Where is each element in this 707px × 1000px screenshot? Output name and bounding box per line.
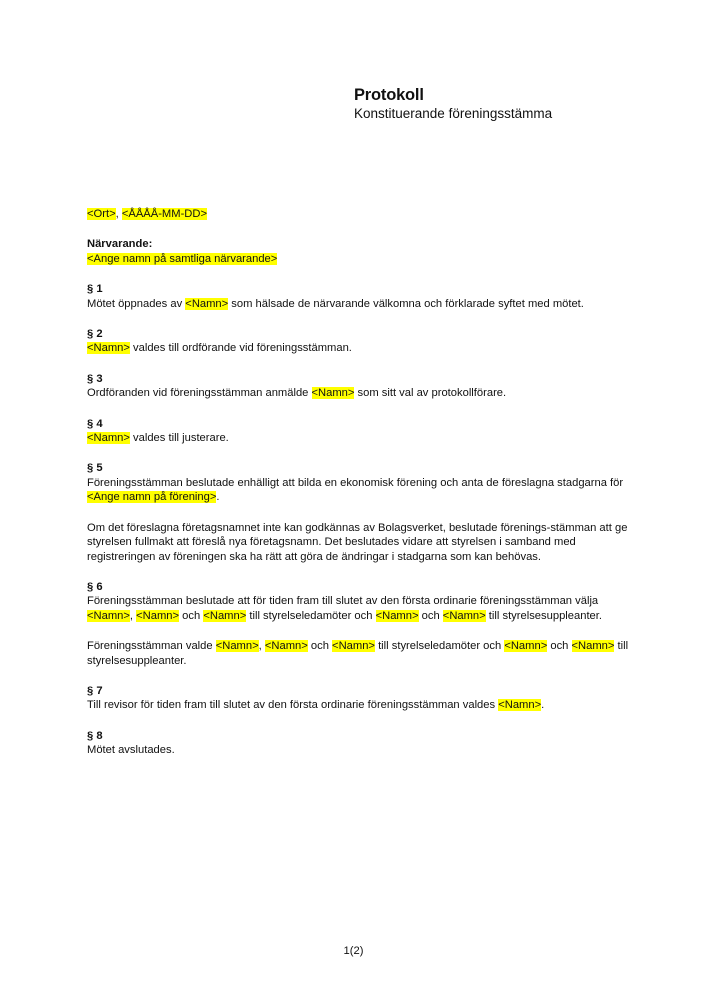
place-placeholder: <Ort> [87,208,116,220]
section-5-text-1 [87,476,632,505]
section-1-heading: § 1 [87,283,103,296]
text-run: Till revisor för tiden fram till slutet av den första ordinarie föreningsstämman valdes [87,699,499,712]
section-3-text [87,386,632,400]
name-placeholder: <Namn> [215,640,259,653]
text-run: Mötet öppnades av [87,297,186,310]
date-placeholder: <ÅÅÅÅ-MM-DD> [121,208,207,220]
section-6-text-2 [87,639,632,668]
attendees-placeholder: <Ange namn på samtliga närvarande> [87,252,278,265]
name-placeholder: <Namn> [332,640,375,653]
text-run: . [541,699,545,712]
name-placeholder: <Namn> [442,609,486,622]
name-placeholder: <Namn> [87,609,130,622]
text-run: valdes till justerare. [129,432,229,445]
section-4-text [87,431,632,445]
name-placeholder: <Namn> [504,640,548,653]
text-run: och [418,609,443,622]
section-1-text [87,297,632,311]
text-run: och [307,640,333,653]
text-run: och [547,640,572,653]
text-run: Ordföranden vid föreningsstämman anmälde [87,387,312,400]
section-6-heading: § 6 [87,580,103,593]
name-placeholder: <Namn> [87,342,130,355]
text-run: , [129,609,137,622]
text-run: Föreningsstämman valde [87,640,216,653]
date-separator: , [115,208,122,220]
section-2-heading: § 2 [87,328,103,341]
section-7-text [87,698,632,712]
name-placeholder: <Namn> [571,640,615,653]
place-date-line [87,207,632,221]
page-number: 1(2) [343,945,364,957]
name-placeholder: <Namn> [185,297,229,310]
document-body [87,207,632,758]
attendees-line [87,252,632,266]
text-run: och [179,609,204,622]
text-run: till styrelsesuppleanter. [87,640,629,667]
text-run: till styrelseledamöter och [374,640,505,653]
section-3-heading: § 3 [87,372,103,385]
section-2-text [87,341,632,355]
text-run: Föreningsstämman beslutade enhälligt att bilda en ekonomisk förening och anta de föreslagna stadgarna för [87,476,624,489]
document-subtitle: Konstituerande föreningsstämma [354,106,553,121]
text-run: valdes till ordförande vid föreningsstämman. [129,342,352,355]
text-run: . [216,491,220,504]
name-placeholder: <Namn> [87,432,130,445]
association-name-placeholder: <Ange namn på förening> [87,491,217,504]
name-placeholder: <Namn> [375,609,419,622]
text-run: Föreningsstämman beslutade att för tiden fram till slutet av den första ordinarie föreningsstämman välja [87,595,599,608]
text-run: till styrelseledamöter och [246,609,376,622]
name-placeholder: <Namn> [498,699,542,712]
section-8-heading: § 8 [87,729,103,742]
section-8-text: Mötet avslutades. [87,744,175,757]
attendees-heading: Närvarande: [87,238,153,251]
section-5-heading: § 5 [87,462,103,475]
section-7-heading: § 7 [87,684,103,697]
section-5-text-2: Om det föreslagna företagsnamnet inte kan godkännas av Bolagsverket, beslutade förenings-stämman att ge styrelsen fullmakt att föreslå nya företagsnamn. Det beslutades vidare att styrelsen i samband med registreringen av föreningen ska ha rätt att göra de ändringar i stadgarna som kan behövas. [87,521,628,563]
text-run: som hälsade de närvarande välkomna och förklarade syftet med mötet. [228,297,584,310]
text-run: till styrelsesuppleanter. [485,609,602,622]
text-run: som sitt val av protokollförare. [354,387,507,400]
name-placeholder: <Namn> [136,609,180,622]
text-run: , [258,640,265,653]
name-placeholder: <Namn> [203,609,247,622]
section-4-heading: § 4 [87,417,103,430]
name-placeholder: <Namn> [264,640,308,653]
document-title: Protokoll [354,86,424,104]
section-6-text-1 [87,594,632,623]
name-placeholder: <Namn> [311,387,355,400]
